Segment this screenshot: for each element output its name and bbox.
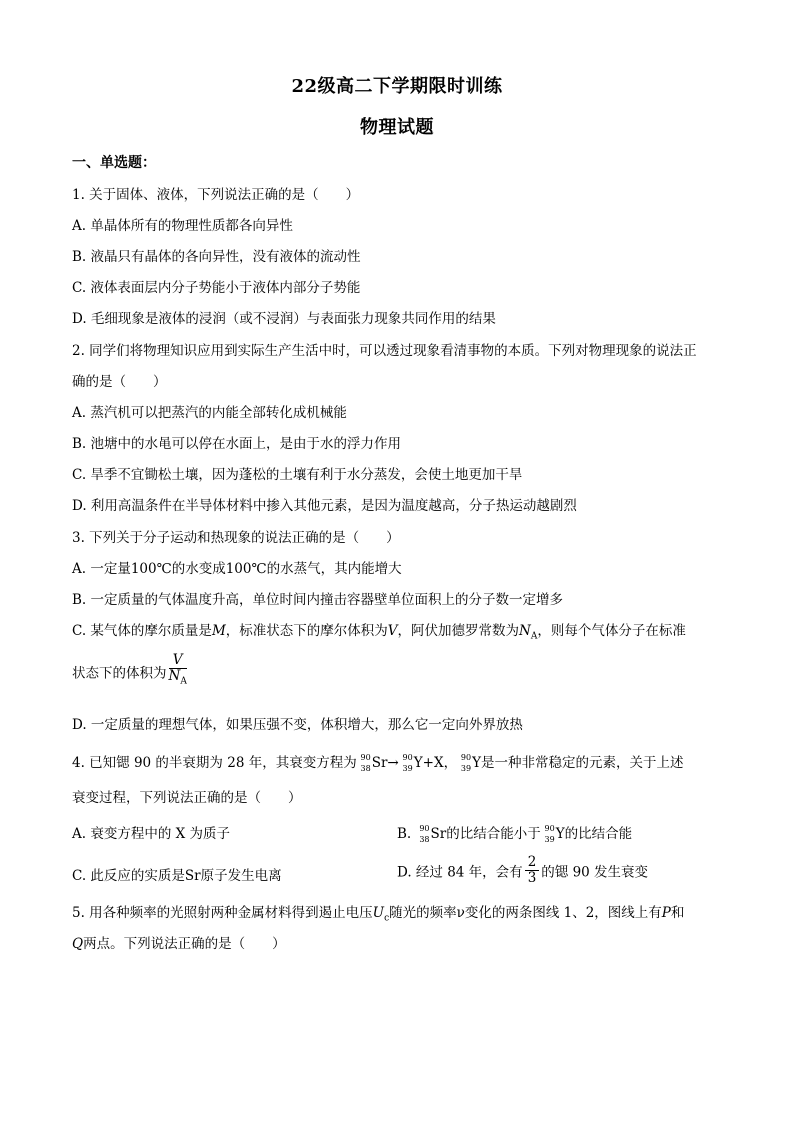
- q3-c-avogadro-sub: A: [530, 631, 538, 642]
- q4-option-b: B. 90 38 Sr的比结合能小于 90 39 Y的比结合能: [397, 823, 633, 844]
- q4-option-c: C. 此反应的实质是Sr原子发生电离: [72, 868, 282, 884]
- q4-stem-line2: 衰变过程，下列说法正确的是（ ）: [72, 790, 302, 806]
- q4-stem-line1: 4. 已知锶 90 的半衰期为 28 年，其衰变方程为 90 38 Sr→ 90 39 Y+X， 90 39 Y是一种非常稳定的元素，关于上述: [72, 752, 684, 773]
- q3-c-avogadro: N: [519, 623, 531, 639]
- q3-option-b: B. 一定质量的气体温度升高，单位时间内撞击容器壁单位面积上的分子数一定增多: [72, 592, 564, 608]
- q2-option-b: B. 池塘中的水黾可以停在水面上，是由于水的浮力作用: [72, 436, 402, 452]
- q3-c-text1: C. 某气体的摩尔质量是: [72, 623, 212, 639]
- q3-option-d: D. 一定质量的理想气体，如果压强不变，体积增大，那么它一定向外界放热: [72, 717, 523, 733]
- q4-option-d: D. 经过 84 年，会有 $\frac{2}{3}$ 的锶 90 发生衰变: [397, 854, 649, 886]
- exam-subtitle: 物理试题: [360, 117, 434, 138]
- stopping-voltage-symbol: U: [372, 905, 385, 921]
- q3-c-fraction: [169, 653, 187, 690]
- q2-stem-line2: 确的是（ ）: [72, 374, 167, 390]
- q1-option-a: A. 单晶体所有的物理性质都各向异性: [72, 218, 293, 234]
- q5-stem-line1: 5. 用各种频率的光照射两种金属材料得到遏止电压$U_c$随光的频率ν变化的两条图线 1、2，图线上有P和: [72, 905, 685, 924]
- q1-stem: 1. 关于固体、液体，下列说法正确的是（ ）: [72, 187, 360, 203]
- nuclide-sr: 90 38: [419, 823, 430, 844]
- nuclide-sr: 90 38: [360, 752, 371, 773]
- fraction-denominator: $N_A$: [168, 668, 187, 687]
- q2-option-a: A. 蒸汽机可以把蒸汽的内能全部转化成机械能: [72, 405, 347, 421]
- q3-stem: 3. 下列关于分子运动和热现象的说法正确的是（ ）: [72, 530, 400, 546]
- point-p: P: [661, 905, 671, 921]
- q5-stem-line2: Q两点。下列说法正确的是（ ）: [72, 936, 286, 952]
- reaction-arrow: →: [387, 755, 399, 771]
- q4-d-fraction: $\frac{2}{3}$: [525, 855, 540, 886]
- q3-c-molar-mass: M: [211, 623, 226, 639]
- q3-option-a: A. 一定量100℃的水变成100℃的水蒸气，其内能增大: [72, 561, 402, 577]
- q3-c-line2-text: 状态下的体积为: [72, 665, 167, 682]
- q3-c-text2: ，标准状态下的摩尔体积为: [225, 623, 388, 639]
- nuclide-y: 90 39: [460, 752, 472, 773]
- point-q: Q: [72, 936, 84, 952]
- nuclide-y: 90 39: [402, 752, 413, 773]
- nuclide-y: 90 39: [544, 823, 555, 844]
- q2-option-c: C. 旱季不宜锄松土壤，因为蓬松的土壤有利于水分蒸发，会使土地更加干旱: [72, 467, 523, 483]
- q3-c-molar-volume: V: [387, 623, 398, 639]
- q1-option-d: D. 毛细现象是液体的浸润（或不浸润）与表面张力现象共同作用的结果: [72, 311, 496, 327]
- q4-text1: 4. 已知锶 90 的半衰期为 28 年，其衰变方程为: [72, 755, 357, 771]
- q4-text3: 是一种非常稳定的元素，关于上述: [481, 755, 684, 771]
- q3-c-text3: ，阿伏加德罗常数为: [397, 623, 520, 639]
- q3-option-c-line1: [72, 619, 686, 642]
- exam-title: 22级高二下学期限时训练: [291, 76, 503, 97]
- q1-option-b: B. 液晶只有晶体的各向异性，没有液体的流动性: [72, 249, 361, 265]
- q2-stem-line1: 2. 同学们将物理知识应用到实际生产生活中时，可以透过现象看清事物的本质。下列对物理现象的说法正: [72, 343, 697, 359]
- q3-c-text4: ，则每个气体分子在标准: [537, 623, 686, 639]
- q3-option-c-line2: [72, 653, 189, 690]
- q1-option-c: C. 液体表面层内分子势能小于液体内部分子势能: [72, 280, 361, 296]
- fraction-numerator: V: [169, 653, 187, 669]
- q4-option-a: A. 衰变方程中的 X 为质子: [72, 826, 231, 842]
- q2-option-d: D. 利用高温条件在半导体材料中掺入其他元素，是因为温度越高，分子热运动越剧烈: [72, 498, 577, 514]
- section-heading: 一、单选题：: [72, 155, 156, 171]
